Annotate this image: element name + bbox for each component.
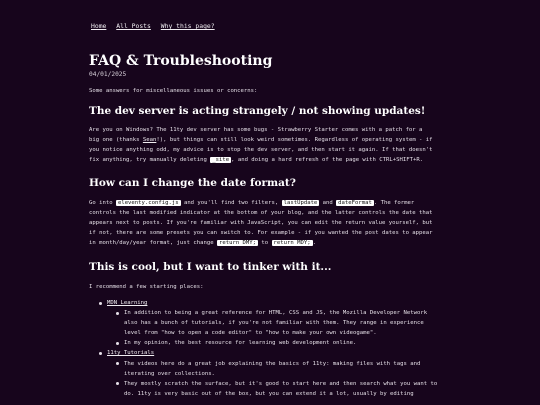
paragraph-line: Are you on Windows? The 11ty dev server has some bugs - Strawberry Starter comes with a patch for a bbox=[89, 127, 423, 133]
paragraph-line: big one (thanks Sean!), but things can still look weird sometimes. Regardless of operating system - if bbox=[89, 137, 433, 144]
sub-list-item: In addition to being a great reference for HTML, CSS and JS, the Mozilla Developer Network also has a bunch of tutorials, if you're not familiar with them. They range in experience level from "how to open a code editor" to "how to make your own videogame". bbox=[99, 308, 439, 338]
code-site: _site bbox=[212, 157, 230, 164]
paragraph-line: if not, there are some presets you can switch to. For example - if you wanted the post dates to appear bbox=[89, 230, 433, 237]
bullet-icon bbox=[99, 302, 102, 305]
bullet-icon bbox=[116, 362, 119, 365]
code-return-dmy: return DMY; bbox=[218, 240, 257, 247]
paragraph-line: Go into eleventy.config.js and you'll find two filters, lastUpdate and dateFormat . The former bbox=[89, 200, 415, 206]
code-dateformat: dateFormat bbox=[338, 200, 372, 206]
code-config: eleventy.config.js bbox=[117, 200, 179, 206]
section-body-dev-server bbox=[89, 125, 459, 165]
paragraph-line: you notice anything odd, my advice is to stop the dev server, and then start it again. If that doesn't bbox=[89, 147, 433, 154]
paragraph-line: appears next to posts. If you're familiar with JavaScript, you can edit the return value yourself, but bbox=[89, 220, 433, 227]
bullet-icon bbox=[116, 382, 119, 385]
paragraph-line: in month/day/year format, just change return DMY; to return MDY; . bbox=[89, 240, 316, 247]
sub-list-item: They mostly scratch the surface, but it's good to start here and then search what you want to do. 11ty is very basic out of the box, but you can extend it a lot, usually by editing bbox=[99, 379, 439, 399]
bullet-icon bbox=[116, 312, 119, 315]
resource-list bbox=[99, 298, 439, 399]
section-body-date-format bbox=[89, 198, 459, 248]
code-lastupdate: lastUpdate bbox=[283, 200, 318, 206]
nav-why-link[interactable]: Why this page? bbox=[160, 22, 215, 30]
section-heading-tinker: This is cool, but I want to tinker with it... bbox=[89, 261, 332, 273]
tinker-intro: I recommend a few starting places: bbox=[89, 284, 204, 290]
paragraph-line: controls the last modified indicator at the bottom of your blog, and the latter controls the date that bbox=[89, 210, 433, 217]
nav-all-posts-link[interactable]: All Posts bbox=[116, 22, 151, 30]
bullet-icon bbox=[99, 352, 102, 355]
page-title: FAQ & Troubleshooting bbox=[89, 53, 273, 69]
list-item bbox=[99, 348, 439, 358]
post-date: 04/01/2025 bbox=[89, 71, 127, 78]
paragraph-line: fix anything, try manually deleting _site , and doing a hard refresh of the page with CTRL+SHIFT+R. bbox=[89, 157, 424, 164]
sub-list-item: In my opinion, the best resource for learning web development online. bbox=[99, 338, 439, 348]
site-nav bbox=[91, 22, 221, 30]
mdn-learning-link[interactable]: MDN Learning bbox=[107, 300, 148, 306]
intro-text: Some answers for miscellaneous issues or concerns: bbox=[89, 88, 258, 94]
sub-list-item: The videos here do a great job explaining the basics of 11ty: making files with tags and iterating over collections. bbox=[99, 359, 439, 379]
list-item bbox=[99, 298, 439, 308]
sean-link[interactable]: Sean bbox=[142, 137, 157, 144]
11ty-tutorials-link[interactable]: 11ty Tutorials bbox=[107, 350, 155, 357]
code-return-mdy: return MDY; bbox=[273, 240, 311, 247]
bullet-icon bbox=[116, 342, 119, 345]
section-heading-date-format: How can I change the date format? bbox=[89, 177, 296, 189]
section-heading-dev-server: The dev server is acting strangely / not showing updates! bbox=[89, 105, 426, 117]
nav-home-link[interactable]: Home bbox=[91, 22, 107, 30]
